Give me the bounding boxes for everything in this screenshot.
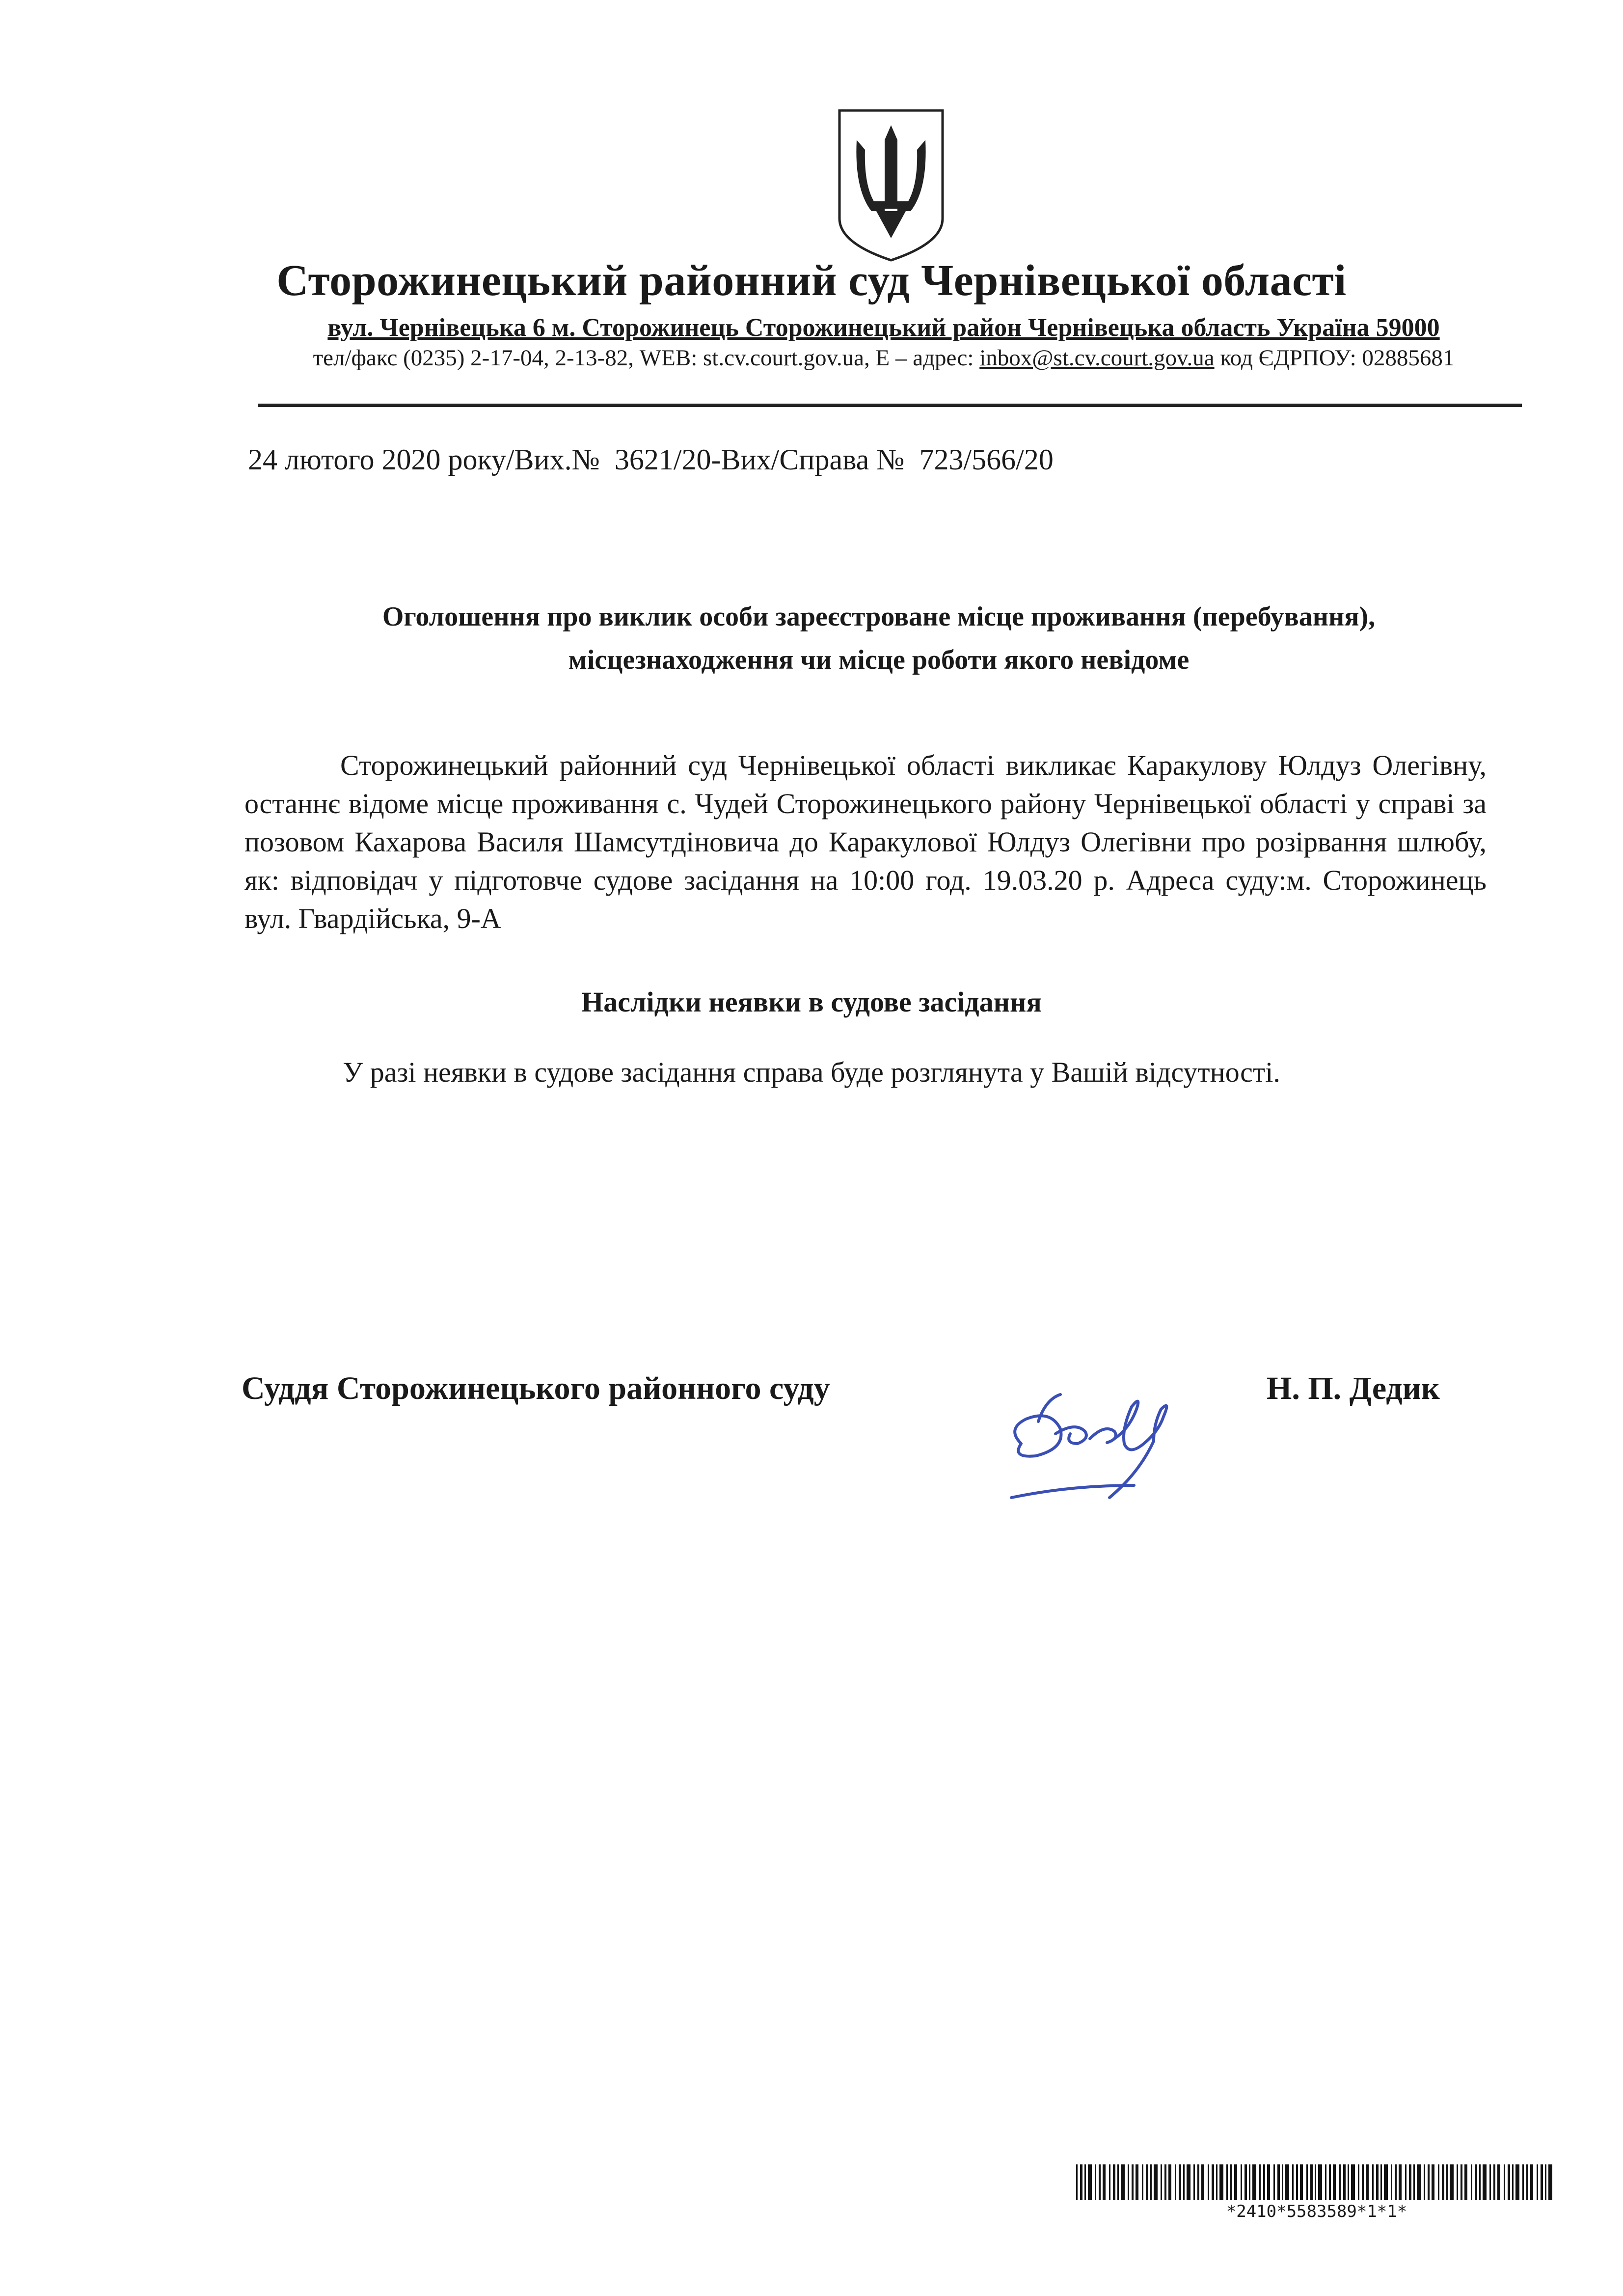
barcode-bar	[1197, 2164, 1199, 2200]
barcode-bar	[1508, 2164, 1510, 2200]
barcode-bar	[1438, 2164, 1439, 2200]
barcode-bar	[1230, 2164, 1232, 2200]
barcode-bar	[1142, 2164, 1143, 2200]
announcement-heading	[275, 595, 1483, 682]
barcode-bar	[1464, 2164, 1467, 2200]
barcode-bar	[1537, 2164, 1538, 2200]
barcode-bar	[1277, 2164, 1280, 2200]
barcode-bar	[1424, 2164, 1425, 2200]
email-address: inbox@st.cv.court.gov.ua	[979, 345, 1215, 371]
barcode-bar	[1285, 2164, 1289, 2200]
barcode-bar	[1428, 2164, 1430, 2200]
barcode-bar	[1475, 2164, 1477, 2200]
barcode-bar	[1530, 2164, 1533, 2200]
barcode-bar	[1234, 2164, 1237, 2200]
barcode-bar	[1325, 2164, 1326, 2200]
barcode-bar	[1179, 2164, 1181, 2200]
barcode-bar	[1522, 2164, 1524, 2200]
barcode-bar	[1161, 2164, 1162, 2200]
barcode-bar	[1442, 2164, 1444, 2200]
barcode-bar	[1362, 2164, 1364, 2200]
barcode-bar	[1450, 2164, 1454, 2200]
barcode-bar	[1263, 2164, 1265, 2200]
barcode-bar	[1136, 2164, 1138, 2200]
barcode-bar	[1154, 2164, 1158, 2200]
document-barcode	[1076, 2164, 1557, 2200]
barcode-bar	[1164, 2164, 1166, 2200]
barcode-bar	[1339, 2164, 1341, 2200]
barcode-bar	[1348, 2164, 1349, 2200]
barcode-bar	[1384, 2164, 1388, 2200]
barcode-bar	[1315, 2164, 1316, 2200]
barcode-bar	[1358, 2164, 1359, 2200]
barcode-bar	[1259, 2164, 1261, 2200]
barcode-bar	[1333, 2164, 1336, 2200]
handwritten-signature	[992, 1370, 1247, 1517]
barcode-bar	[1479, 2164, 1481, 2200]
barcode-bar	[1526, 2164, 1528, 2200]
barcode-bar	[1541, 2164, 1543, 2200]
barcode-bar	[1318, 2164, 1322, 2200]
barcode-bar	[1273, 2164, 1275, 2200]
barcode-bar	[1493, 2164, 1495, 2200]
header-divider	[258, 404, 1522, 407]
barcode-bar	[1175, 2164, 1176, 2200]
reference-line: 24 лютого 2020 року/Вих.№ 3621/20-Вих/Справа № 723/566/20	[248, 443, 1054, 476]
barcode-bar	[1545, 2164, 1546, 2200]
barcode-bar	[1212, 2164, 1214, 2200]
court-contacts	[255, 345, 1512, 371]
barcode-bar	[1366, 2164, 1369, 2200]
barcode-bar	[1512, 2164, 1514, 2200]
barcode-bar	[1095, 2164, 1096, 2200]
announcement-body: Сторожинецький районний суд Чернівецької області викликає Каракулову Юлдуз Олегівну, останнє відоме місце проживання с. Чудей Сторожинецького району Чернівецької області у справі за позовом Кахарова Василя Шамсутдіновича до Каракулової Юлдуз Олегівни про розірвання шлюбу, як: відповідач у підготовче судове засідання на 10:00 год. 19.03.20 р. Адреса суду:м. Сторожинець вул. Гвардійська, 9-А	[244, 749, 1487, 934]
barcode-bar	[1376, 2164, 1379, 2200]
barcode-bar	[1193, 2164, 1195, 2200]
barcode-bar	[1497, 2164, 1500, 2200]
barcode-bar	[1306, 2164, 1308, 2200]
barcode-bar	[1413, 2164, 1415, 2200]
barcode-bar	[1504, 2164, 1505, 2200]
barcode-number: *2410*5583589*1*1*	[1226, 2202, 1407, 2221]
barcode-bar	[1343, 2164, 1346, 2200]
court-address: вул. Чернівецька 6 м. Сторожинець Сторожинецький район Чернівецька область Україна 59000	[327, 314, 1440, 342]
barcode-bar	[1099, 2164, 1101, 2200]
barcode-bar	[1432, 2164, 1434, 2200]
heading-line-1: Оголошення про виклик особи зареєстроване місце проживання (перебування),	[382, 601, 1376, 632]
barcode-bar	[1080, 2164, 1082, 2200]
barcode-bar	[1252, 2164, 1256, 2200]
barcode-bar	[1208, 2164, 1209, 2200]
barcode-bar	[1088, 2164, 1092, 2200]
barcode-bar	[1282, 2164, 1283, 2200]
barcode-bar	[1249, 2164, 1250, 2200]
barcode-bar	[1128, 2164, 1129, 2200]
consequences-heading: Наслідки неявки в судове засідання	[581, 986, 1042, 1018]
court-name: Сторожинецький районний суд Чернівецької області	[276, 256, 1347, 305]
barcode-bar	[1103, 2164, 1106, 2200]
barcode-bar	[1417, 2164, 1421, 2200]
barcode-bar	[1409, 2164, 1411, 2200]
barcode-bar	[1457, 2164, 1458, 2200]
judge-name: Н. П. Дедик	[1267, 1370, 1440, 1406]
barcode-bar	[1446, 2164, 1448, 2200]
barcode-bar	[1548, 2164, 1552, 2200]
barcode-bar	[1109, 2164, 1110, 2200]
barcode-bar	[1489, 2164, 1491, 2200]
barcode-bar	[1329, 2164, 1331, 2200]
judge-title: Суддя Сторожинецького районного суду	[242, 1370, 830, 1406]
barcode-bar	[1300, 2164, 1303, 2200]
barcode-bar	[1216, 2164, 1217, 2200]
barcode-bar	[1219, 2164, 1223, 2200]
barcode-bar	[1515, 2164, 1519, 2200]
barcode-bar	[1380, 2164, 1382, 2200]
trident-coat-of-arms-icon	[835, 106, 947, 263]
barcode-bar	[1183, 2164, 1185, 2200]
barcode-bar	[1076, 2164, 1078, 2200]
barcode-bar	[1405, 2164, 1407, 2200]
barcode-bar	[1399, 2164, 1402, 2200]
barcode-bar	[1168, 2164, 1171, 2200]
barcode-bar	[1117, 2164, 1119, 2200]
contacts-suffix: код ЄДРПОУ: 02885681	[1214, 345, 1455, 371]
barcode-bar	[1121, 2164, 1125, 2200]
barcode-bar	[1146, 2164, 1148, 2200]
barcode-bar	[1461, 2164, 1462, 2200]
barcode-bar	[1372, 2164, 1374, 2200]
barcode-bar	[1132, 2164, 1134, 2200]
barcode-bar	[1395, 2164, 1397, 2200]
barcode-bar	[1296, 2164, 1298, 2200]
barcode-bar	[1226, 2164, 1228, 2200]
heading-line-2: місцезнаходження чи місце роботи якого невідоме	[568, 645, 1190, 675]
barcode-bar	[1267, 2164, 1270, 2200]
barcode-bar	[1241, 2164, 1242, 2200]
barcode-bar	[1084, 2164, 1086, 2200]
barcode-bar	[1310, 2164, 1313, 2200]
barcode-bar	[1113, 2164, 1115, 2200]
barcode-bar	[1351, 2164, 1355, 2200]
barcode-bar	[1483, 2164, 1487, 2200]
barcode-bar	[1187, 2164, 1190, 2200]
contacts-prefix: тел/факс (0235) 2-17-04, 2-13-82, WEB: st.cv.court.gov.ua, E – адрес:	[313, 345, 980, 371]
barcode-bar	[1244, 2164, 1247, 2200]
barcode-bar	[1471, 2164, 1472, 2200]
barcode-bar	[1391, 2164, 1392, 2200]
barcode-bar	[1292, 2164, 1294, 2200]
barcode-bar	[1201, 2164, 1204, 2200]
barcode-bar	[1150, 2164, 1152, 2200]
consequences-text: У разі неявки в судове засідання справа буде розглянута у Вашій відсутності.	[343, 1056, 1280, 1088]
